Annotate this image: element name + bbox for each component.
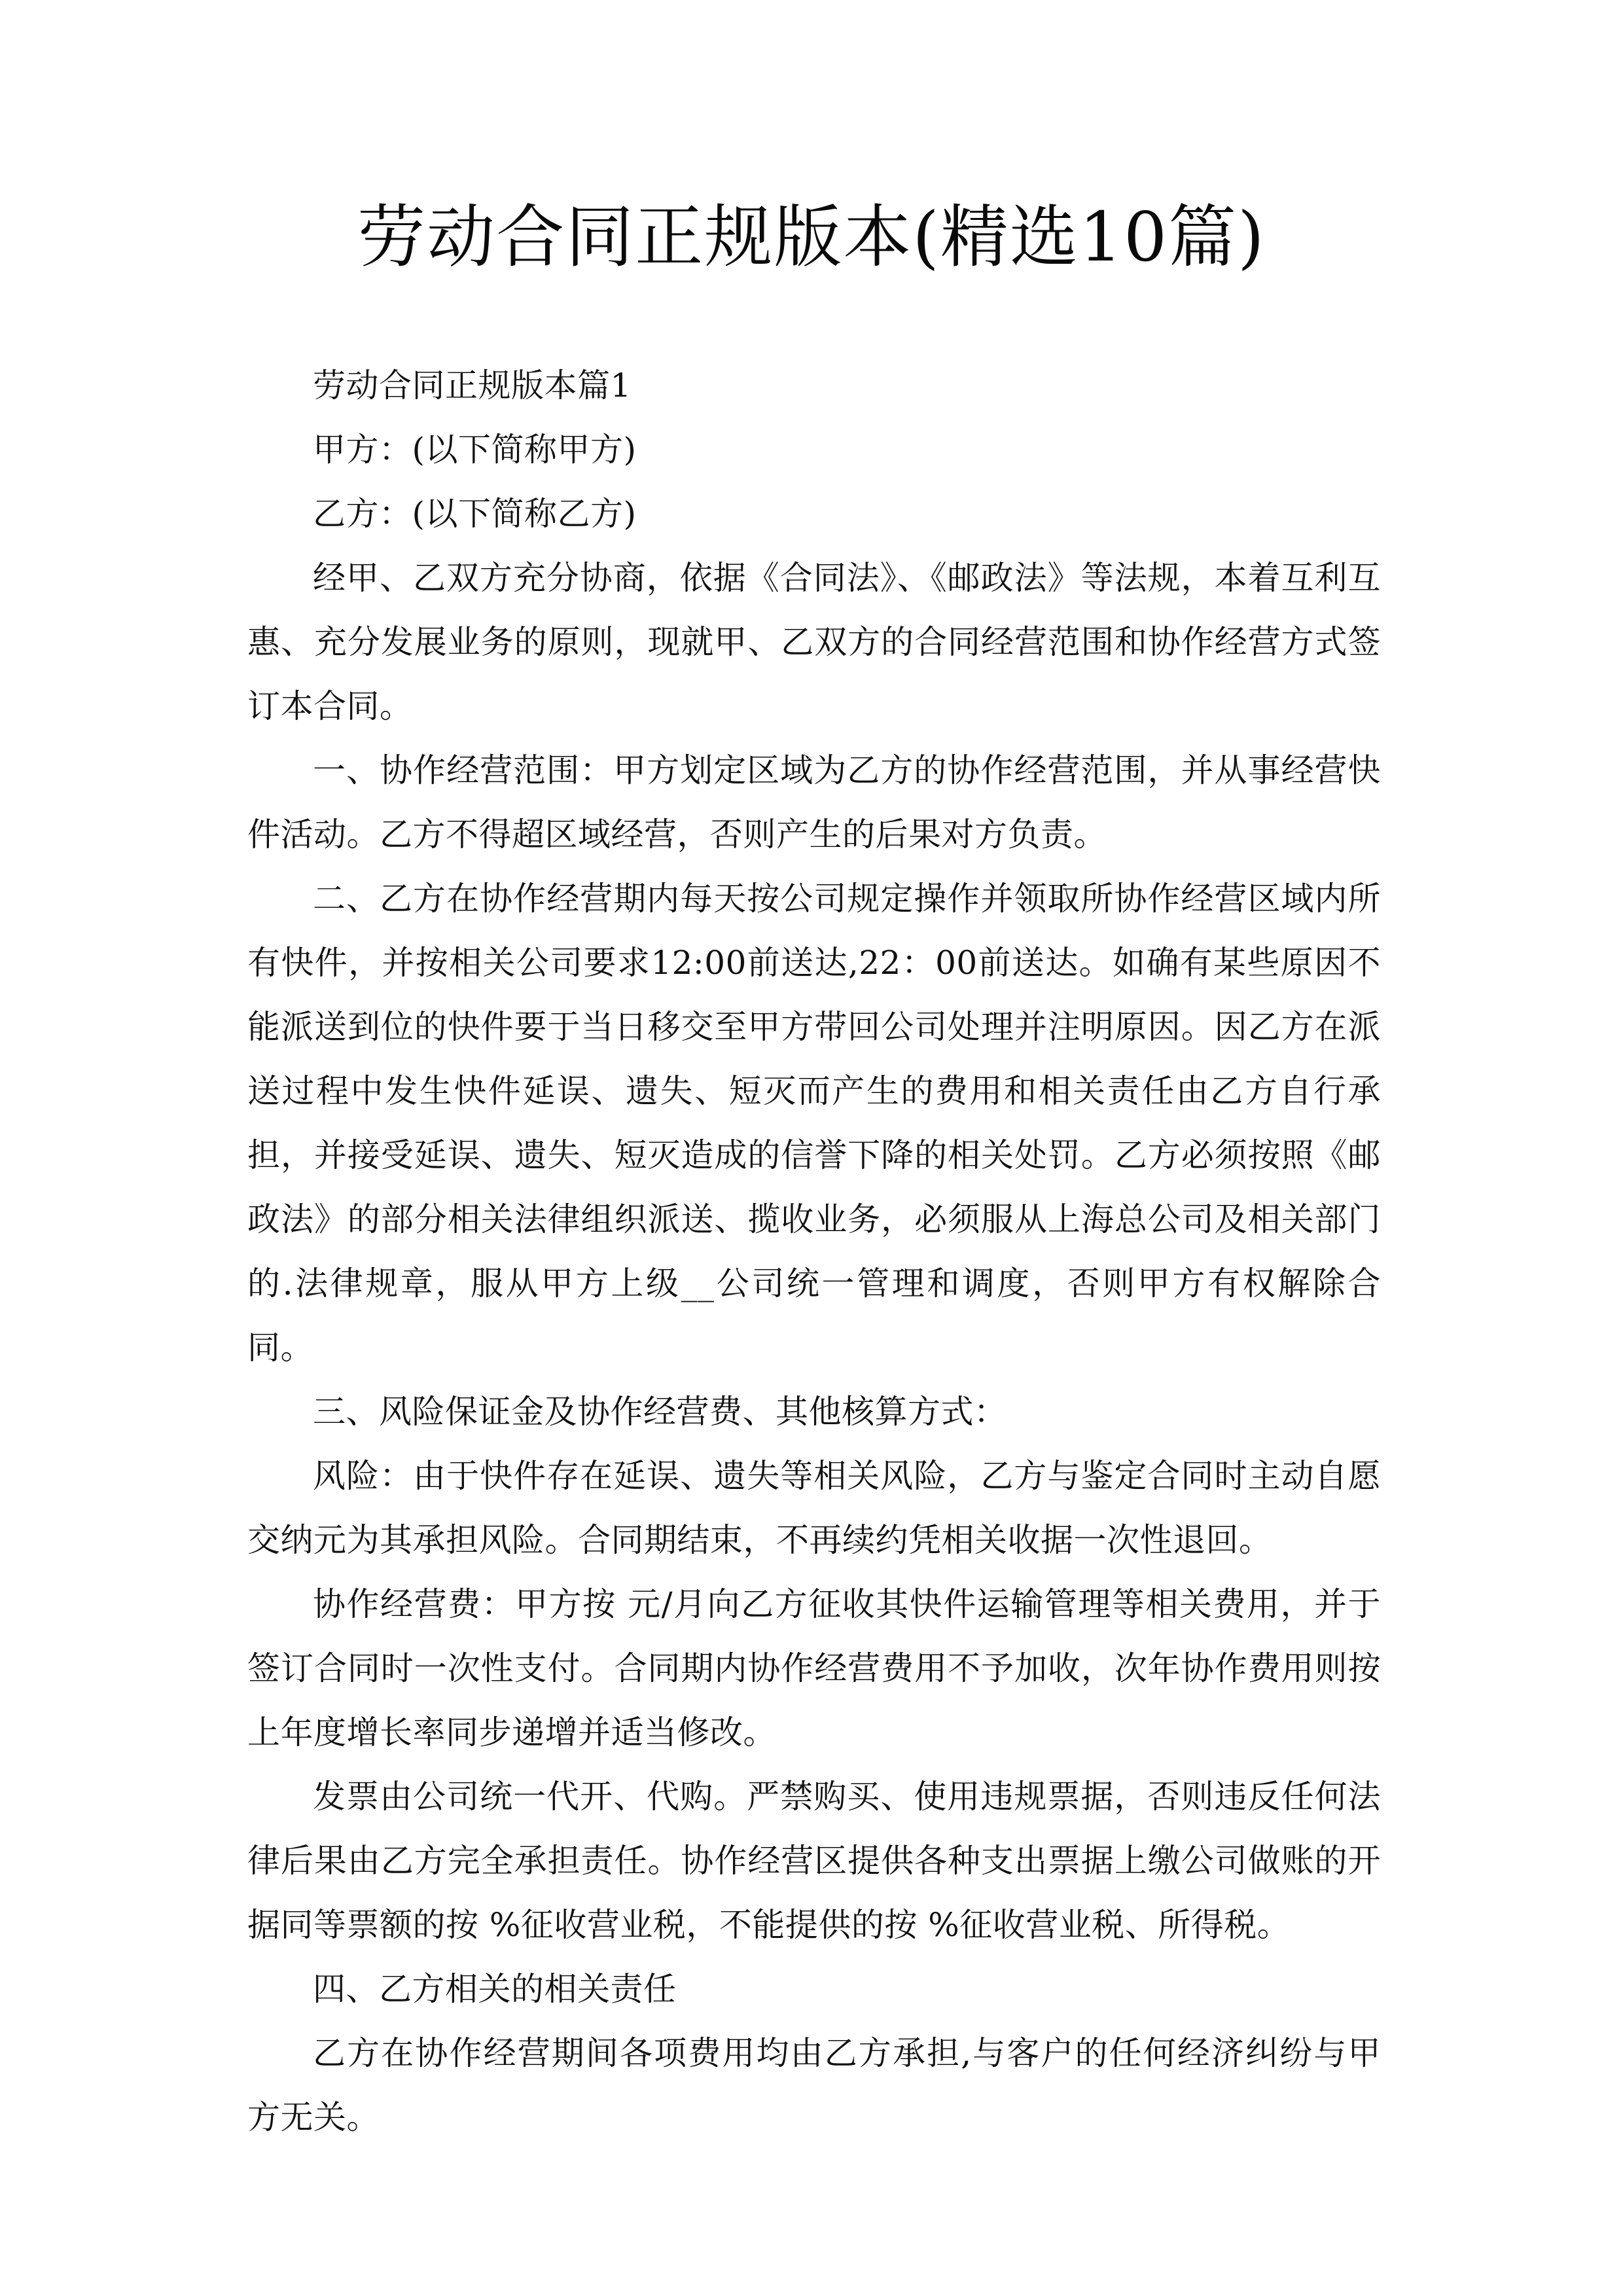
clause-3-risk-deposit: 风险：由于快件存在延误、遗失等相关风险，乙方与鉴定合同时主动自愿交纳元为其承担风险。合同期结束，不再续约凭相关收据一次性退回。 <box>247 1457 1381 1559</box>
clause-1-scope: 一、协作经营范围：甲方划定区域为乙方的协作经营范围，并从事经营快件活动。乙方不得超区域经营，否则产生的后果对方负责。 <box>247 751 1381 853</box>
clause-3-invoices: 发票由公司统一代开、代购。严禁购买、使用违规票据，否则违反任何法律后果由乙方完全承担责任。协作经营区提供各种支出票据上缴公司做账的开据同等票额的按 %征收营业税，不能提供的按 %征收营业税、所得税。 <box>247 1778 1381 1944</box>
document-body <box>247 353 1381 2149</box>
document-title: 劳动合同正规版本(精选10篇) <box>357 197 1266 277</box>
party-a-line: 甲方：(以下简称甲方) <box>313 431 637 469</box>
clause-4-responsibility: 乙方在协作经营期间各项费用均由乙方承担,与客户的任何经济纠纷与甲方无关。 <box>247 2034 1381 2136</box>
clause-2-operations: 二、乙方在协作经营期内每天按公司规定操作并领取所协作经营区域内所有快件，并按相关公司要求12:00前送达,22：00前送达。如确有某些原因不能派送到位的快件要于当日移交至甲方带回公司处理并注明原因。因乙方在派送过程中发生快件延误、遗失、短灭而产生的费用和相关责任由乙方自行承担，并接受延误、遗失、短灭造成的信誉下降的相关处罚。乙方必须按照《邮政法》的部分相关法律组织派送、揽收业务，必须服从上海总公司及相关部门的.法律规章，服从甲方上级__公司统一管理和调度，否则甲方有权解除合同。 <box>247 880 1381 1367</box>
clause-3-operating-fee: 协作经营费：甲方按 元/月向乙方征收其快件运输管理等相关费用，并于签订合同时一次性支付。合同期内协作经营费用不予加收，次年协作费用则按上年度增长率同步递增并适当修改。 <box>247 1585 1381 1751</box>
section-heading-part-1: 劳动合同正规版本篇1 <box>313 367 632 404</box>
clause-4-heading: 四、乙方相关的相关责任 <box>313 1970 677 2008</box>
preamble-paragraph: 经甲、乙双方充分协商，依据《合同法》、《邮政法》等法规，本着互利互惠、充分发展业务的原则，现就甲、乙双方的合同经营范围和协作经营方式签订本合同。 <box>247 559 1381 725</box>
clause-3-heading: 三、风险保证金及协作经营费、其他核算方式： <box>313 1393 1007 1431</box>
party-b-line: 乙方：(以下简称乙方) <box>313 495 637 533</box>
